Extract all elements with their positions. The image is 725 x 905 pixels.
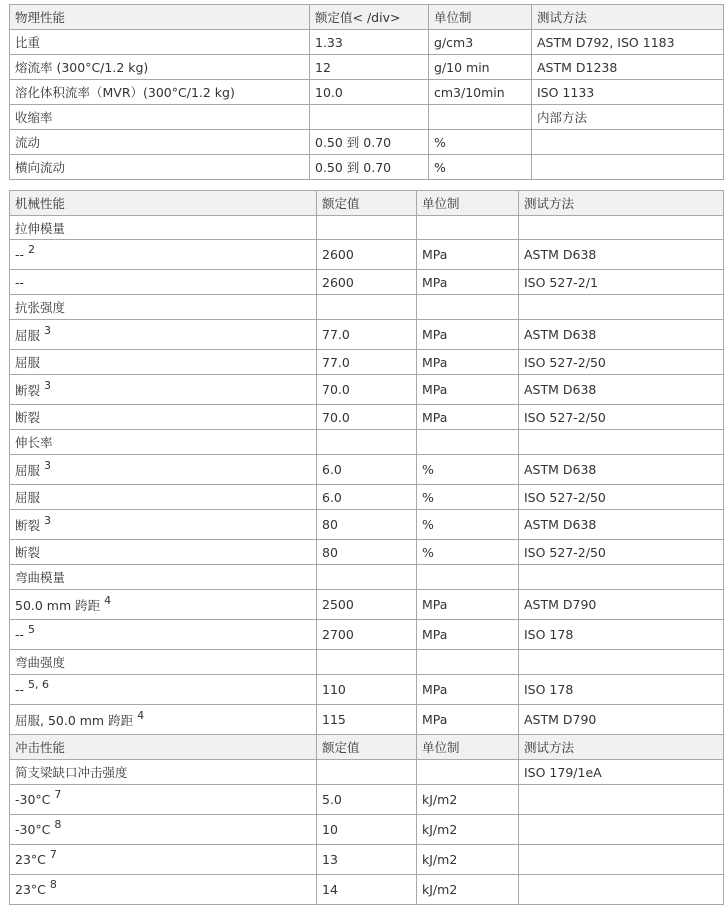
property-cell [10,815,317,845]
value-cell [317,510,417,540]
table-row [10,320,724,350]
footnote-marker: 7 [49,848,57,861]
table-row [10,80,724,105]
test-method-cell-text: ISO 527-2/50 [524,409,606,425]
table-row [10,375,724,405]
unit-cell-text: % [422,544,434,560]
value-cell [317,455,417,485]
unit-cell [417,430,519,455]
unit-cell-text: kJ/m2 [422,882,458,897]
property-cell-text: 流动 [15,135,41,150]
test-method-cell [532,130,724,155]
unit-cell [417,875,519,905]
unit-cell [417,405,519,430]
test-method-cell [519,270,724,295]
property-cell [10,620,317,650]
property-cell [10,350,317,375]
property-cell [10,30,310,55]
column-header-text: 单位制 [422,196,460,211]
table-row [10,155,724,180]
unit-cell-text: % [434,159,446,175]
value-cell-text: 1.33 [315,34,343,50]
table-row [10,650,724,675]
value-cell [317,590,417,620]
table-row [10,430,724,455]
table-row [10,270,724,295]
value-cell [317,485,417,510]
value-cell [317,375,417,405]
test-method-cell-text: ISO 179/1eA [524,764,602,780]
property-cell [10,785,317,815]
test-method-cell-text: ISO 527-2/1 [524,274,598,290]
unit-cell-text: MPa [422,382,448,397]
property-cell-text: 拉伸模量 [15,220,66,236]
table-row [10,130,724,155]
property-cell [10,540,317,565]
test-method-cell [519,815,724,845]
test-method-cell-text: ISO 178 [524,627,574,642]
table-row [10,295,724,320]
test-method-cell [519,375,724,405]
value-cell [310,105,429,130]
value-cell [317,815,417,845]
unit-cell-text: cm3/10min [434,84,505,100]
table-row [10,675,724,705]
value-cell [317,240,417,270]
property-cell [10,845,317,875]
test-method-cell [519,240,724,270]
table-row [10,216,724,240]
footnote-marker: 3 [44,378,51,392]
test-method-cell [519,705,724,735]
column-header [10,735,317,760]
property-cell-text: 断裂 [15,410,41,425]
test-method-cell [519,785,724,815]
column-header-text: 测试方法 [524,196,575,211]
column-header-text: 物理性能 [15,10,66,25]
test-method-cell [519,620,724,650]
column-header [417,735,519,760]
table-row [10,405,724,430]
property-cell-text: -30°C [15,822,51,837]
value-cell-text: 0.50 到 0.70 [315,135,392,150]
property-cell [10,405,317,430]
value-cell [317,540,417,565]
table-row [10,540,724,565]
test-method-cell [519,430,724,455]
mechanical-properties-table [9,190,724,905]
test-method-cell [519,675,724,705]
value-cell-text: 80 [322,517,338,532]
unit-cell [429,105,532,130]
test-method-cell-text: ASTM D638 [524,247,597,262]
value-cell [310,80,429,105]
property-cell-text: 23°C [15,852,46,867]
unit-cell [429,80,532,105]
property-cell-text: 屈服 [15,327,41,343]
test-method-cell [532,55,724,80]
table-row [10,55,724,80]
test-method-cell [519,350,724,375]
value-cell-text: 77.0 [322,327,350,342]
column-header [429,5,532,30]
column-header-text: 额定值 [322,740,360,755]
test-method-cell-text: ISO 1133 [537,84,595,100]
column-header-text: 单位制 [422,740,460,755]
column-header [317,191,417,216]
table-row [10,510,724,540]
unit-cell-text: g/10 min [434,59,490,75]
property-cell [10,320,317,350]
column-header-text: 额定值< /div> [315,10,401,25]
unit-cell [429,130,532,155]
property-cell-text: -- [15,682,25,697]
column-header-text: 冲击性能 [15,740,66,755]
column-header-text: 测试方法 [537,10,588,25]
property-cell-text: 横向流动 [15,160,66,175]
unit-cell [429,155,532,180]
unit-cell [417,240,519,270]
property-cell [10,485,317,510]
property-cell-text: 抗张强度 [15,300,66,315]
column-header-text: 额定值 [322,196,360,211]
property-cell-text: -30°C [15,792,51,807]
column-header [417,191,519,216]
unit-cell-text: % [434,134,446,150]
property-cell [10,430,317,455]
unit-cell-text: MPa [422,247,448,262]
property-cell-text: -- [15,274,25,290]
property-cell [10,510,317,540]
value-cell [317,430,417,455]
test-method-cell-text: ISO 527-2/50 [524,354,606,370]
test-method-cell-text: ASTM D638 [524,382,597,397]
value-cell-text: 2600 [322,274,354,290]
unit-cell-text: % [422,489,434,505]
test-method-cell [519,485,724,510]
value-cell-text: 10 [322,822,338,837]
table-row [10,30,724,55]
table-row [10,565,724,590]
footnote-marker: 4 [137,708,145,722]
test-method-cell [532,80,724,105]
test-method-cell [519,845,724,875]
property-cell-text: 屈服 [15,462,41,478]
value-cell-text: 0.50 到 0.70 [315,160,392,175]
property-cell-text: 屈服 [15,355,41,370]
test-method-cell-text: ISO 527-2/50 [524,544,606,560]
property-cell [10,55,310,80]
property-cell-text: 50.0 mm 跨距 [15,597,101,613]
value-cell [317,760,417,785]
value-cell [317,620,417,650]
value-cell-text: 6.0 [322,489,342,505]
column-header [310,5,429,30]
table-row [10,875,724,905]
column-header [519,191,724,216]
value-cell [310,55,429,80]
impact-header-row [10,735,724,760]
test-method-cell [519,590,724,620]
test-method-cell-text: ISO 178 [524,682,574,697]
property-cell [10,295,317,320]
column-header [519,735,724,760]
unit-cell [417,675,519,705]
unit-cell [417,785,519,815]
footnote-marker: 4 [104,593,112,607]
test-method-cell [532,105,724,130]
unit-cell [417,375,519,405]
property-cell-text: 屈服, 50.0 mm 跨距 [15,712,134,728]
test-method-cell-text: ASTM D638 [524,462,597,477]
footnote-marker: 3 [44,513,51,527]
value-cell [317,350,417,375]
footnote-marker: 7 [54,788,62,801]
unit-cell-text: MPa [422,354,448,370]
value-cell [310,30,429,55]
unit-cell [417,270,519,295]
unit-cell [417,705,519,735]
unit-cell-text: kJ/m2 [422,852,458,867]
test-method-cell-text: 内部方法 [537,110,588,125]
physical-properties-table [9,4,724,180]
value-cell [317,650,417,675]
value-cell-text: 115 [322,712,346,727]
footnote-marker: 2 [28,243,36,256]
unit-cell-text: MPa [422,712,448,727]
test-method-cell [519,540,724,565]
column-header [10,191,317,216]
value-cell-text: 110 [322,682,346,697]
value-cell [317,845,417,875]
value-cell [317,705,417,735]
column-header-text: 测试方法 [524,740,575,755]
table-row [10,705,724,735]
table-row [10,350,724,375]
property-cell [10,675,317,705]
value-cell-text: 2600 [322,247,354,262]
test-method-cell-text: ASTM D638 [524,327,597,342]
property-cell-text: -- [15,627,25,642]
property-cell [10,565,317,590]
value-cell-text: 70.0 [322,382,350,397]
property-cell-text: 弯曲模量 [15,570,66,585]
value-cell-text: 2500 [322,597,354,612]
unit-cell [417,216,519,240]
unit-cell-text: MPa [422,409,448,425]
property-cell [10,875,317,905]
unit-cell-text: g/cm3 [434,34,474,50]
property-cell-text: 熔流率 (300°C/1.2 kg) [15,60,149,75]
property-cell [10,270,317,295]
test-method-cell-text: ASTM D792, ISO 1183 [537,34,675,50]
table-row [10,455,724,485]
table-row [10,620,724,650]
unit-cell [417,845,519,875]
value-cell [310,130,429,155]
property-cell [10,455,317,485]
value-cell [317,270,417,295]
value-cell-text: 77.0 [322,354,350,370]
column-header [317,735,417,760]
property-cell-text: 伸长率 [15,435,53,450]
unit-cell-text: kJ/m2 [422,822,458,837]
column-header-text: 机械性能 [15,196,66,211]
property-cell [10,80,310,105]
column-header-text: 单位制 [434,10,472,25]
value-cell [317,875,417,905]
physical-header-row [10,5,724,30]
value-cell-text: 80 [322,544,338,560]
table-row [10,485,724,510]
value-cell [317,785,417,815]
property-cell-text: 23°C [15,882,46,897]
value-cell [310,155,429,180]
property-cell-text: -- [15,247,25,262]
test-method-cell [519,320,724,350]
mechanical-header-row [10,191,724,216]
property-cell [10,705,317,735]
unit-cell-text: kJ/m2 [422,792,458,807]
unit-cell [429,30,532,55]
table-row [10,845,724,875]
table-row [10,760,724,785]
property-cell [10,240,317,270]
unit-cell [417,455,519,485]
table-row [10,240,724,270]
unit-cell-text: % [422,462,434,477]
footnote-marker: 5, 6 [28,678,50,691]
value-cell [317,216,417,240]
test-method-cell [519,875,724,905]
property-cell-text: 溶化体积流率（MVR）(300°C/1.2 kg) [15,85,235,100]
test-method-cell-text: ASTM D638 [524,517,597,532]
value-cell [317,320,417,350]
test-method-cell-text: ASTM D1238 [537,59,618,75]
property-cell [10,216,317,240]
unit-cell [417,540,519,565]
property-cell-text: 断裂 [15,382,41,398]
property-cell [10,105,310,130]
property-cell-text: 断裂 [15,545,41,560]
test-method-cell-text: ASTM D790 [524,597,597,612]
footnote-marker: 8 [49,878,57,891]
property-cell [10,590,317,620]
value-cell [317,295,417,320]
unit-cell [417,590,519,620]
unit-cell [417,760,519,785]
unit-cell [417,565,519,590]
test-method-cell [519,565,724,590]
value-cell [317,675,417,705]
unit-cell [417,620,519,650]
property-cell [10,375,317,405]
unit-cell [417,485,519,510]
unit-cell [417,295,519,320]
property-cell-text: 收缩率 [15,110,53,125]
property-cell [10,155,310,180]
unit-cell [417,815,519,845]
test-method-cell [519,455,724,485]
value-cell-text: 12 [315,59,331,75]
test-method-cell [519,650,724,675]
unit-cell [429,55,532,80]
test-method-cell [519,216,724,240]
value-cell-text: 14 [322,882,338,897]
unit-cell-text: MPa [422,597,448,612]
column-header [10,5,310,30]
unit-cell [417,510,519,540]
unit-cell-text: MPa [422,682,448,697]
column-header [532,5,724,30]
unit-cell [417,320,519,350]
footnote-marker: 5 [28,623,36,636]
footnote-marker: 3 [44,458,51,472]
value-cell-text: 5.0 [322,792,342,807]
property-cell-text: 简支梁缺口冲击强度 [15,765,128,780]
table-row [10,785,724,815]
test-method-cell-text: ASTM D790 [524,712,597,727]
unit-cell [417,350,519,375]
property-cell-text: 比重 [15,35,41,50]
unit-cell-text: % [422,517,434,532]
table-row [10,815,724,845]
value-cell-text: 10.0 [315,84,343,100]
value-cell [317,405,417,430]
value-cell-text: 6.0 [322,462,342,477]
test-method-cell-text: ISO 527-2/50 [524,489,606,505]
property-cell-text: 屈服 [15,490,41,505]
property-cell [10,130,310,155]
value-cell-text: 70.0 [322,409,350,425]
test-method-cell [532,30,724,55]
value-cell-text: 2700 [322,627,354,642]
unit-cell-text: MPa [422,627,448,642]
footnote-marker: 8 [54,818,62,831]
test-method-cell [519,510,724,540]
value-cell-text: 13 [322,852,338,867]
unit-cell-text: MPa [422,274,448,290]
test-method-cell [519,295,724,320]
table-row [10,105,724,130]
unit-cell [417,650,519,675]
test-method-cell [519,760,724,785]
unit-cell-text: MPa [422,327,448,342]
footnote-marker: 3 [44,323,51,337]
table-row [10,590,724,620]
property-cell [10,760,317,785]
test-method-cell [519,405,724,430]
test-method-cell [532,155,724,180]
value-cell [317,565,417,590]
property-cell [10,650,317,675]
property-cell-text: 弯曲强度 [15,655,66,670]
property-cell-text: 断裂 [15,517,41,533]
